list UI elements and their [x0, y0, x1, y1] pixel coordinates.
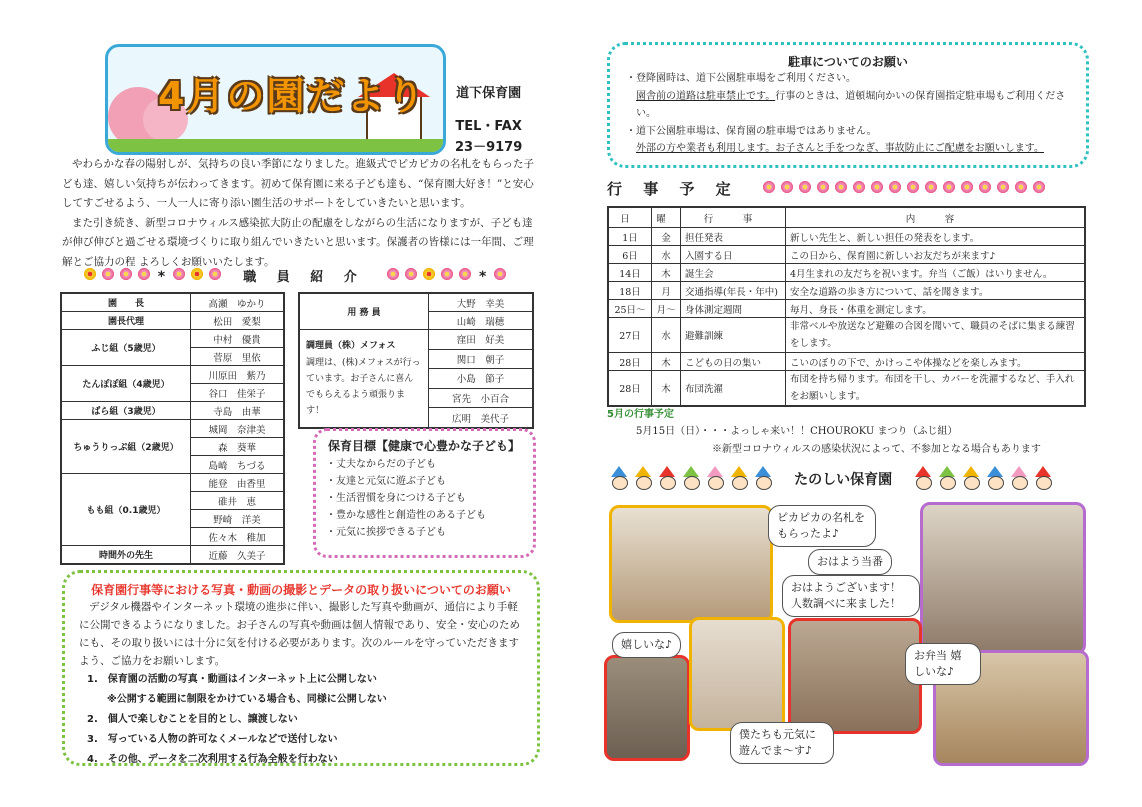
event-date: 18日 [608, 282, 652, 300]
staff-name: 寺島 由華 [191, 402, 285, 420]
flower-icon [942, 180, 956, 194]
flower-icon [404, 267, 418, 281]
photo-smiling-toddler [689, 617, 785, 731]
flower-icon [870, 180, 884, 194]
child-icon [681, 466, 701, 490]
staff-name: 宮先 小百合 [429, 388, 534, 408]
col-header: 内 容 [786, 207, 1086, 228]
intro-paragraph: また引き続き、新型コロナウィルス感染拡大防止の配慮をしながらの生活になりますが、子ども達が伸び伸びと過ごせる環境づくりに取り組んでいきたいと思います。保護者の皆様には一年間、ご理解とご協力の程 よろしくお願いいたします。 [62, 216, 534, 268]
speech-bubble: おはよう当番 [808, 549, 892, 575]
cook-note: 調理は、(株)メフォスが行っています。お子さんに喜んでもらえるよう頑張ります！ [306, 358, 421, 416]
tel-label: TEL・FAX [455, 119, 522, 134]
cook-label: 調理員（株）メフォス [306, 341, 396, 351]
photo-playing-kids [788, 618, 922, 734]
table-row [61, 293, 284, 312]
child-icon [729, 466, 749, 490]
masthead [105, 44, 446, 155]
parking-notice-box [607, 42, 1089, 168]
goal-title: 保育目標【健康で心豊かな子ども】 [328, 439, 521, 453]
flower-icon [83, 267, 97, 281]
event-day: 金 [652, 228, 681, 246]
intro-paragraph: やわらかな春の陽射しが、気持ちの良い季節になりました。進級式でピカピカの名札をもらった子ども達、嬉しい気持ちが伝わってきます。初めて保育園に来る子ども達も、“保育園大好き！”と安心してすごせるよう、一人一人に寄り添い園生活のサポートをしていきたいと思います。 [62, 158, 534, 209]
flower-icon [422, 267, 436, 281]
staff-name: 山崎 瑞穂 [429, 312, 534, 330]
table-row [61, 420, 284, 438]
staff-name: 松田 愛梨 [191, 312, 285, 330]
event-date: 6日 [608, 246, 652, 264]
flower-icon [1032, 180, 1046, 194]
child-icon [633, 466, 653, 490]
class-label: 園長代理 [61, 312, 191, 330]
table-row [61, 330, 284, 348]
staff-name: 近藤 久美子 [191, 546, 285, 565]
table-row [608, 353, 1085, 371]
class-label: たんぽぽ組（4歳児） [61, 366, 191, 402]
child-icon [1009, 466, 1029, 490]
speech-bubble: 僕たちも元気に 遊んでま～す♪ [730, 722, 834, 764]
staff-title: 職 員 紹 介 [243, 270, 365, 285]
list-item: ・豊かな感性と創造性のある子ども [326, 510, 486, 521]
flower-icon [978, 180, 992, 194]
staff-heading [45, 266, 545, 285]
event-detail: こいのぼりの下で、かけっこや体操などを楽しみます。 [786, 353, 1086, 371]
table-row [608, 228, 1085, 246]
list-item: ・友達と元気に遊ぶ子ども [326, 476, 446, 487]
flower-icon [101, 267, 115, 281]
event-detail: 4月生まれの友だちを祝います。弁当（ご飯）はいりません。 [786, 264, 1086, 282]
may-events-title: 5月の行事予定 [607, 409, 674, 420]
rule-item: 3. 写っている人物の許可なくメールなどで送付しない [87, 734, 338, 745]
staff-name: 川原田 紫乃 [191, 366, 285, 384]
newsletter-title: 4月の園だより [158, 74, 427, 118]
parking-line [626, 88, 1070, 123]
staff-name: 谷口 佳栄子 [191, 384, 285, 402]
intro-text [62, 155, 540, 272]
support-staff-table [298, 292, 534, 429]
flower-icon [190, 267, 204, 281]
staff-name: 関口 朝子 [429, 349, 534, 369]
child-icon [657, 466, 677, 490]
event-name: 入園する日 [681, 246, 786, 264]
asterisk-icon: * [157, 269, 166, 285]
staff-name: 城岡 奈津美 [191, 420, 285, 438]
flower-icon [960, 180, 974, 194]
parking-title: 駐車についてのお願い [788, 55, 908, 69]
flower-icon [119, 267, 133, 281]
event-detail: 安全な道路の歩き方について、話を聞きます。 [786, 282, 1086, 300]
event-name: 身体測定週間 [681, 300, 786, 318]
flower-icon [996, 180, 1010, 194]
event-day: 水 [652, 246, 681, 264]
photo-policy-box [62, 570, 540, 766]
staff-name: 森 葵華 [191, 438, 285, 456]
flower-icon [852, 180, 866, 194]
table-row [608, 264, 1085, 282]
table-row [61, 546, 284, 565]
staff-name: 広明 美代子 [429, 408, 534, 428]
events-title: 行 事 予 定 [607, 180, 739, 198]
school-info [455, 82, 522, 163]
class-label: ばら組（3歳児） [61, 402, 191, 420]
staff-name: 大野 幸美 [429, 293, 534, 312]
flower-icon [924, 180, 938, 194]
events-table [607, 206, 1086, 407]
support-label [299, 293, 429, 330]
events-heading [607, 178, 1083, 199]
event-day: 木 [652, 264, 681, 282]
event-name: 布団洗濯 [681, 371, 786, 407]
child-icon [705, 466, 725, 490]
staff-table [60, 292, 285, 565]
flower-icon [762, 180, 776, 194]
flower-icon [906, 180, 920, 194]
child-icon [985, 466, 1005, 490]
event-detail: この日から、保育園に新しいお友だちが来ます♪ [786, 246, 1086, 264]
ground [108, 139, 443, 153]
event-detail: 新しい先生と、新しい担任の発表をします。 [786, 228, 1086, 246]
event-day: 木 [652, 353, 681, 371]
staff-name: 窪田 好美 [429, 330, 534, 350]
class-label: もも組（0.1歳児） [61, 474, 191, 546]
table-row [61, 312, 284, 330]
childcare-goal-box [313, 428, 536, 558]
table-row [61, 402, 284, 420]
speech-bubble: おはようございます！ 人数調べに来ました！ [782, 575, 920, 617]
flower-icon [888, 180, 902, 194]
flower-icon [137, 267, 151, 281]
staff-name: 高瀬 ゆかり [191, 293, 285, 312]
child-icon [937, 466, 957, 490]
event-detail: 非常ベルや放送など避難の合図を聞いて、職員のそばに集まる練習をします。 [786, 318, 1086, 353]
table-row [299, 293, 533, 312]
col-header: 行 事 [681, 207, 786, 228]
flower-icon [798, 180, 812, 194]
flower-icon [1014, 180, 1028, 194]
table-row [61, 474, 284, 492]
parking-line: ・登降園時は、道下公園駐車場をご利用ください。 [626, 73, 856, 84]
class-label: ちゅうりっぷ組（2歳児） [61, 420, 191, 474]
class-label: 時間外の先生 [61, 546, 191, 565]
may-event-line: 5月15日（日）・・・よっしゃ来い！！CHOUROKU まつり（ふじ組） [636, 426, 958, 437]
parking-line-rest: 行事のときは、道頓堀向かいの保育園指定駐車場もご利用ください。 [636, 90, 1066, 119]
rule-item: 1. 保育園の活動の写真・動画はインターネット上に公開しない [87, 674, 377, 685]
tel-number: 23－9179 [455, 140, 523, 155]
event-date: 1日 [608, 228, 652, 246]
table-row [299, 330, 533, 350]
parking-body [610, 70, 1086, 158]
staff-name: 碓井 恵 [191, 492, 285, 510]
staff-name: 島崎 ちづる [191, 456, 285, 474]
child-icon [1033, 466, 1053, 490]
event-name: 誕生会 [681, 264, 786, 282]
rule-item: 4. その他、データを二次利用する行為全般を行わない [87, 754, 338, 765]
class-label: ふじ組（5歳児） [61, 330, 191, 366]
may-event-note: ※新型コロナウィルスの感染状況によって、不参加となる場合もあります [712, 444, 1041, 455]
asterisk-icon: * [478, 269, 487, 285]
event-date: 28日 [608, 371, 652, 407]
flower-icon [780, 180, 794, 194]
flower-icon [816, 180, 830, 194]
photo-children-nametags [609, 505, 773, 623]
event-day: 木 [652, 371, 681, 407]
table-row [608, 371, 1085, 407]
child-icon [961, 466, 981, 490]
flower-icon [458, 267, 472, 281]
rule-item: 2. 個人で楽しむことを目的とし、譲渡しない [87, 714, 298, 725]
flower-icon [834, 180, 848, 194]
event-name: こどもの日の集い [681, 353, 786, 371]
school-name: 道下保育園 [456, 86, 522, 101]
fun-title: たのしい保育園 [794, 472, 893, 488]
table-row [608, 246, 1085, 264]
event-name: 担任発表 [681, 228, 786, 246]
yomu-label: 用 務 員 [347, 308, 381, 318]
child-icon [609, 466, 629, 490]
table-row [61, 366, 284, 384]
list-item: ・元気に挨拶できる子ども [326, 527, 446, 538]
event-detail: 毎月、身長・体重を測定します。 [786, 300, 1086, 318]
photo-greeting-duty [920, 502, 1086, 655]
list-item: ・生活習慣を身につける子ども [326, 493, 466, 504]
goal-list [316, 456, 533, 541]
staff-name: 菅原 里依 [191, 348, 285, 366]
event-name: 避難訓練 [681, 318, 786, 353]
flower-icon [172, 267, 186, 281]
event-detail: 布団を持ち帰ります。布団を干し、カバーを洗濯するなど、手入れをお願いします。 [786, 371, 1086, 407]
fun-heading [607, 466, 1087, 498]
table-row [608, 282, 1085, 300]
event-day: 月～ [652, 300, 681, 318]
event-day: 月 [652, 282, 681, 300]
table-header [608, 207, 1085, 228]
parking-emphasis: 園舎前の道路は駐車禁止です。 [636, 90, 776, 102]
child-icon [913, 466, 933, 490]
list-item: ・丈夫なからだの子ども [326, 459, 436, 470]
flower-icon [386, 267, 400, 281]
flower-icon [440, 267, 454, 281]
staff-name: 佐々木 稚加 [191, 528, 285, 546]
parking-line: ・道下公園駐車場は、保育園の駐車場ではありません。 [626, 125, 877, 137]
staff-name: 小島 節子 [429, 369, 534, 389]
event-date: 28日 [608, 353, 652, 371]
speech-bubble: 嬉しいな♪ [612, 632, 681, 658]
event-day: 水 [652, 318, 681, 353]
staff-name: 能登 由香里 [191, 474, 285, 492]
col-header: 曜 [652, 207, 681, 228]
col-header: 日 [608, 207, 652, 228]
flower-icon [208, 267, 222, 281]
staff-name: 中村 優貴 [191, 330, 285, 348]
class-label: 園 長 [61, 293, 191, 312]
event-name: 交通指導(年長・年中) [681, 282, 786, 300]
event-date: 25日～ [608, 300, 652, 318]
photo-happy-child [604, 655, 690, 761]
table-row [608, 300, 1085, 318]
cook-cell [299, 330, 429, 429]
flower-icon [493, 267, 507, 281]
parking-line: 外部の方や業者も利用します。お子さんと手をつなぎ、事故防止にご配慮をお願いします。 [636, 143, 1044, 154]
photo-policy-body: デジタル機器やインターネット環境の進歩に伴い、撮影した写真や動画が、通信により手軽に公開できるようになりました。お子さんの写真や動画は個人情報であり、安全・安心のためにも、その取り扱いには十分に気を付ける必要があります。次のルールを守っていただきますよう、ご協力をお願いします。 [79, 601, 520, 667]
photo-policy-title: 保育園行事等における写真・動画の撮影とデータの取り扱いについてのお願い [91, 583, 511, 597]
child-icon [753, 466, 773, 490]
speech-bubble: お弁当 嬉しいな♪ [905, 643, 981, 685]
speech-bubble: ピカピカの名札を もらったよ♪ [768, 505, 876, 547]
staff-name: 野崎 洋美 [191, 510, 285, 528]
table-row [608, 318, 1085, 353]
event-date: 27日 [608, 318, 652, 353]
rule-item: ※公開する範囲に制限をかけている場合も、同様に公開しない [87, 694, 387, 705]
event-date: 14日 [608, 264, 652, 282]
